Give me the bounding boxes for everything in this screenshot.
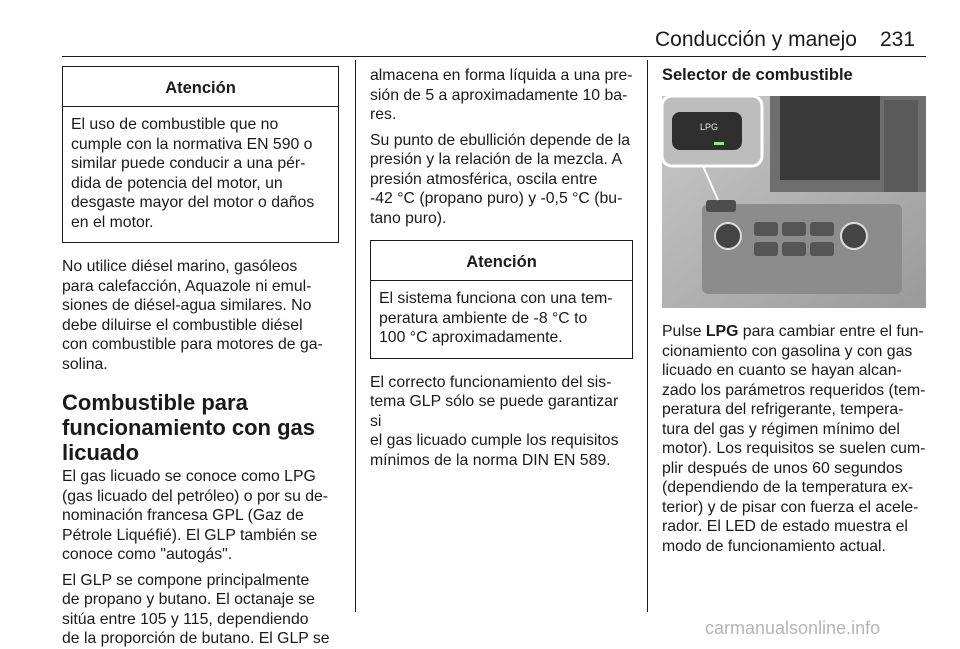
text-line: almacena en forma líquida a una pre- <box>370 67 633 84</box>
text-line: (dependiendo de la temperatura ex- <box>662 479 914 496</box>
text-line: tura del gas y régimen mínimo del <box>662 420 900 438</box>
text-line: motor). Los requisitos se suelen cum- <box>662 440 926 457</box>
title-line: Combustible para <box>62 390 248 415</box>
lpg-keyword: LPG <box>705 323 739 340</box>
attention-box-1 <box>62 66 339 243</box>
text-line: Su punto de ebullición depende de la <box>370 131 630 149</box>
text-line: (gas licuado del petróleo) o por su de- <box>62 487 329 505</box>
text-line: presión atmosférica, oscila entre <box>370 170 598 188</box>
page-header-title: Conducción y manejo <box>655 28 857 51</box>
text-line: desgaste mayor del motor o daños <box>71 194 315 211</box>
title-line: funcionamiento con gas <box>62 415 316 440</box>
text-line: solina. <box>62 355 108 373</box>
text-line: presión y la relación de la mezcla. A <box>370 151 623 168</box>
text-line: -42 °C (propano puro) y -0,5 °C (bu- <box>370 190 623 207</box>
text-line: cionamiento con gasolina y con gas <box>662 342 913 360</box>
text-line: peratura del refrigerante, tempera- <box>662 401 904 418</box>
text-span: para cambiar entre el fun- <box>738 323 924 340</box>
text-line: res. <box>370 106 397 123</box>
attention-box-body <box>63 107 338 242</box>
text-line: No utilice diésel marino, gasóleos <box>62 258 298 275</box>
text-line: tano puro). <box>370 209 447 227</box>
paragraph-diesel <box>62 257 339 374</box>
paragraph-lpg-button <box>662 322 928 556</box>
column-2 <box>370 60 633 470</box>
column-divider-right <box>647 60 648 612</box>
text-line: modo de funcionamiento actual. <box>662 537 886 555</box>
attention-box-title: Atención <box>63 67 338 107</box>
text-line: Pétrole Liquéfié). El GLP también se <box>62 526 318 544</box>
text-line: rador. El LED de estado muestra el <box>662 518 908 535</box>
text-line: conoce como "autogás". <box>62 546 233 563</box>
lpg-button-label: LPG <box>700 122 719 132</box>
watermark: carmanualsonline.info <box>705 618 881 638</box>
text-line: de la proporción de butano. El GLP se <box>62 630 330 647</box>
text-line: de propano y butano. El octanaje se <box>62 591 315 608</box>
attention-box-2 <box>370 240 633 359</box>
text-line: en el motor. <box>71 213 154 231</box>
text-line: para calefacción, Aquazole ni emul- <box>62 277 312 295</box>
paragraph-boiling-point <box>370 131 633 229</box>
text-line: sión de 5 a aproximadamente 10 ba- <box>370 86 628 104</box>
page-number: 231 <box>880 28 916 51</box>
text-line: El gas licuado se conoce como LPG <box>62 468 316 485</box>
text-line: siones de diésel-agua similares. No <box>62 297 312 314</box>
text-line: terior) y de pisar con fuerza el acele- <box>662 498 919 516</box>
text-line: zado los parámetros requeridos (tem- <box>662 381 926 399</box>
text-line: el gas licuado cumple los requisitos <box>370 432 619 449</box>
text-line: peratura ambiente de -8 °C to <box>379 309 588 327</box>
text-line: con combustible para motores de ga- <box>62 336 323 353</box>
text-line: licuado en cuanto se hayan alcan- <box>662 362 902 379</box>
dashboard-photo <box>662 96 926 308</box>
text-line <box>662 322 928 342</box>
column-3-body <box>662 322 928 556</box>
text-line: El uso de combustible que no <box>71 116 279 133</box>
text-line: tema GLP sólo se puede garantizar si <box>370 393 619 430</box>
header-rule <box>62 56 926 57</box>
text-span: Pulse <box>662 323 706 340</box>
attention-box-body <box>371 281 632 358</box>
text-line: El correcto funcionamiento del sis- <box>370 373 612 391</box>
text-line: similar puede conducir a una pér- <box>71 155 306 172</box>
column-3 <box>662 60 928 86</box>
column-divider-left <box>355 60 356 612</box>
attention-box-title: Atención <box>371 241 632 281</box>
paragraph-lpg-intro <box>62 467 339 565</box>
text-line: cumple con la normativa EN 590 o <box>71 135 313 153</box>
subtitle-fuel-selector: Selector de combustible <box>662 66 853 84</box>
column-1 <box>62 60 339 649</box>
text-line: sitúa entre 105 y 115, dependiendo <box>62 610 309 628</box>
paragraph-storage <box>370 66 633 125</box>
title-line: licuado <box>62 440 140 465</box>
paragraph-lpg-composition <box>62 571 339 649</box>
paragraph-operation <box>370 373 633 471</box>
text-line: dida de potencia del motor, un <box>71 174 283 192</box>
text-line: El sistema funciona con una tem- <box>379 290 613 307</box>
text-line: debe diluirse el combustible diésel <box>62 316 303 334</box>
text-line: mínimos de la norma DIN EN 589. <box>370 451 611 469</box>
section-title-lpg <box>62 390 339 465</box>
text-line: nominación francesa GPL (Gaz de <box>62 507 304 524</box>
text-line: El GLP se compone principalmente <box>62 571 310 589</box>
text-line: plir después de unos 60 segundos <box>662 459 903 477</box>
text-line: 100 °C aproximadamente. <box>379 329 563 346</box>
